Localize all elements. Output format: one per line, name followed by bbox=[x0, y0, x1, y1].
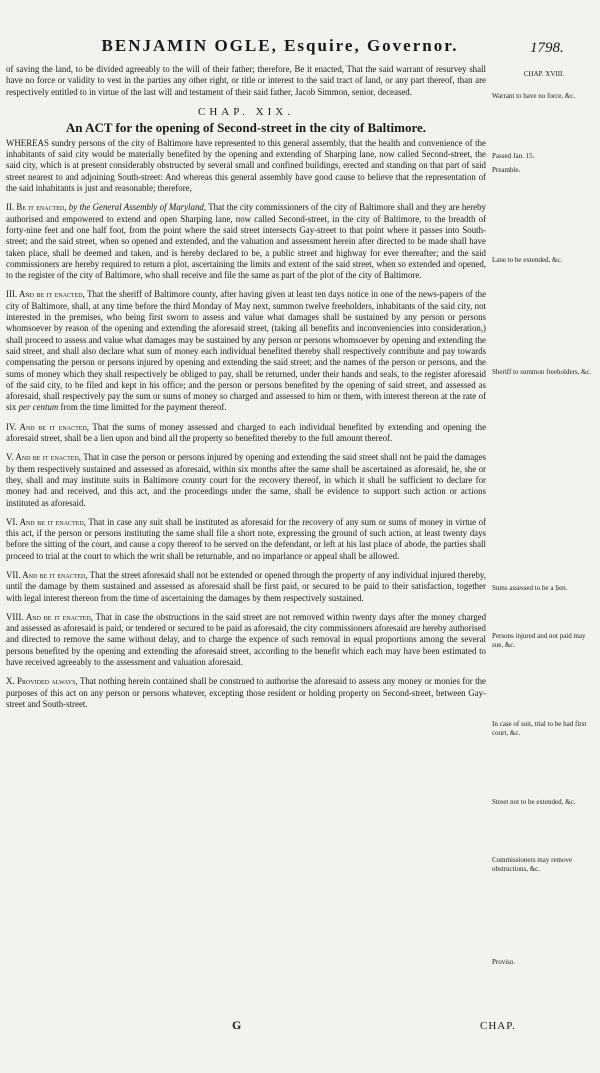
year: 1798. bbox=[530, 40, 564, 56]
marginal-notes bbox=[492, 0, 596, 1073]
section-text: That in case any suit shall be instituted as aforesaid for the recovery of any sum or sums of money in virtue of this act, if the person or persons instituting the same shall file a short note, expressing the ground of such action, at least twenty days before the sitting of the court, and cause a copy thereof to be served on the defendant, or left at his last place of abode, the parties shall proceed to trial at the court to which the writ shall be returnable, and no imparlance or appeal shall be allowed. bbox=[6, 516, 486, 561]
margin-note-warrant: Warrant to have no force, &c. bbox=[492, 92, 576, 100]
section-lead: VII. And be it enacted, bbox=[6, 569, 88, 580]
section-lead: VIII. And be it enacted, bbox=[6, 611, 93, 622]
section-lead: V. And be it enacted, bbox=[6, 452, 81, 463]
margin-note-persons: Persons injured and not paid may sue, &c. bbox=[492, 632, 586, 649]
section-6 bbox=[6, 517, 486, 562]
section-lead: II. Be it enacted, bbox=[6, 202, 67, 213]
margin-note-street: Street not to be extended, &c. bbox=[492, 798, 576, 806]
margin-note-commissioners: Commissioners may remove obstructions, &c. bbox=[492, 856, 573, 873]
section-text: That the sums of money assessed and charged to each individual benefited by extending and opening the aforesaid street, shall be a lien upon and bind all the property so benefited thereby to the full amount thereof. bbox=[6, 421, 487, 444]
intro-paragraph: of saving the land, to be divided agreeably to the will of their father; therefore, Be it enacted, That the said warrant of resurvey shall have no force or validity to vest in the parties any other right, or title or interest to the said tract of land, or any part thereof, than are respectively entitled to in virtue of the last will and testament of their said father, Jacob Simmon, senior, deceased. bbox=[6, 64, 486, 97]
margin-chap-xviii: CHAP. XVIII. bbox=[523, 70, 565, 78]
page-footer bbox=[0, 1018, 600, 1042]
section-lead: X. Provided always, bbox=[6, 676, 78, 687]
preamble-paragraph: WHEREAS sundry persons of the city of Baltimore have represented to this general assembly, that the health and convenience of the inhabitants of said city would be materially benefited by the opening and extending of Sharping lane, now called Second-street, the said city, which is at present considerably obstructed by several small and confined buildings, erected and standing on that part of said street nearest to and adjoining South-street: And whereas this general assembly have good cause to believe that the representation of the said inhabitants is just and reasonable; therefore, bbox=[6, 137, 486, 194]
section-5 bbox=[6, 452, 486, 508]
section-2 bbox=[6, 202, 486, 281]
margin-note-sums: Sums assessed to be a lien. bbox=[492, 584, 568, 592]
act-title: An ACT for the opening of Second-street in the city of Baltimore. bbox=[65, 119, 427, 135]
section-3 bbox=[6, 289, 486, 413]
section-lead-italic: by the General Assembly of Maryland, bbox=[68, 202, 207, 213]
section-text: from the time limitted for the payment thereof. bbox=[60, 402, 227, 413]
section-text: That the sheriff of Baltimore county, after having given at least ten days notice in one of the news-papers of the city of Baltimore, shall, at any time before the third Monday of May next, summon twelve freeholders, inhabitants of the said city, not interested in the premises, who being first sworn to assess and value what damages shall be sustained by any person or persons whomsoever by reason of the opening and extending the aforesaid street, (taking all benefits and inconveniencies into consideration,) shall proceed to assess and value what damages may be sustained by any person or persons whomsoever by opening and extending the said street, and shall also declare what sum of money each individual benefited thereby shall respectively contribute and pay towards compensating the person or persons injured by opening and extending the said street; and the names of the person or persons, and the sums of money which they shall respectively be obliged to pay, shall be returned, under their hands and seals, to the register aforesaid of the said city, to be filed and kept in his office; and the person or persons benefited by the opening of said street, and assessed as aforesaid, shall respectively pay the sum or sums of money so charged and assessed to him or them, with interest thereon at the rate of six bbox=[6, 289, 487, 413]
catchword: CHAP. bbox=[480, 1020, 516, 1032]
margin-note-suit: In case of suit, trial to be had first court, &c. bbox=[492, 720, 587, 737]
section-text-italic: per centum bbox=[18, 402, 59, 413]
section-8 bbox=[6, 612, 486, 668]
section-lead: III. And be it enacted, bbox=[6, 289, 85, 300]
margin-note-preamble: Preamble. bbox=[492, 166, 521, 174]
margin-note-proviso: Proviso. bbox=[492, 958, 516, 966]
section-4 bbox=[6, 422, 486, 445]
signature-mark: G bbox=[232, 1018, 242, 1032]
chapter-heading: CHAP. XIX. bbox=[198, 105, 294, 118]
margin-note-lane: Lane to be extended, &c. bbox=[492, 256, 563, 264]
margin-note-sheriff: Sheriff to summon freeholders, &c. bbox=[492, 368, 592, 376]
main-text bbox=[6, 64, 486, 710]
section-text: That in case the obstructions in the said street are not removed within twenty days after the money charged and assessed as aforesaid is paid, or tendered or secured to be paid as aforesaid, the city commissioners aforesaid are hereby authorised and directed to remove the same without delay, and to charge the expence of such removal in equal proportions among the several persons benefited by the opening and extending the aforesaid street, according to the benefit which each may have been estimated to have received agreeably to the assessment and valuation aforesaid. bbox=[6, 611, 487, 668]
section-text: That in case the person or persons injured by opening and extending the said street shall not be paid the damages by them respectively sustained and assessed as aforesaid, within six months after the same shall be ascertained as aforesaid, he, she or they, shall and may institute suits in Baltimore county court for the recovery thereof, in which it shall be sufficient to declare for money had and received, and this act, and the proceedings under the same, shall be evidence to support such action or actions instituted as aforesaid. bbox=[6, 452, 486, 508]
section-text: That nothing herein contained shall be construed to authorise the aforesaid to assess any money or monies for the purposes of this act on any person or persons whatever, excepting those resident or holding property on Second-street, between Gay-street and South-street. bbox=[6, 676, 486, 709]
section-text: That the street aforesaid shall not be extended or opened through the property of any individual injured thereby, until the damage by them sustained and assessed as aforesaid shall be first paid, or secured to be paid to their satisfaction, together with legal interest thereon from the time of ascertaining the damages by them respectively sustained. bbox=[6, 569, 486, 603]
section-text: That the city commissioners of the city of Baltimore shall and they are hereby authorised and empowered to extend and open Sharping lane, now called Second-street, in the city of Baltimore, to the breadth of forty-nine feet and one half foot, from the point where the said street intersects Gay-street to that point where it passes into South-street; and the said street, when so opened and extended, and the valuation and assessment herein after directed to be made shall have taken place, shall be deemed and taken, and is hereby declared to be, a public street and highway for ever thereafter; and the said commissioners are hereby required to return a plot, ascertaining the limits and extent of the said street, when so extended and opened, to the register of the city of Baltimore, who shall receive and file the same as part of the plot of the city of Baltimore. bbox=[6, 202, 486, 281]
section-lead: VI. And be it enacted, bbox=[6, 516, 86, 527]
section-lead: IV. And be it enacted, bbox=[6, 421, 89, 432]
running-title: BENJAMIN OGLE, Esquire, Governor. bbox=[101, 36, 459, 55]
margin-note-passed: Passed Jan. 15. bbox=[492, 152, 535, 160]
section-7 bbox=[6, 570, 486, 604]
section-proviso bbox=[6, 676, 486, 710]
